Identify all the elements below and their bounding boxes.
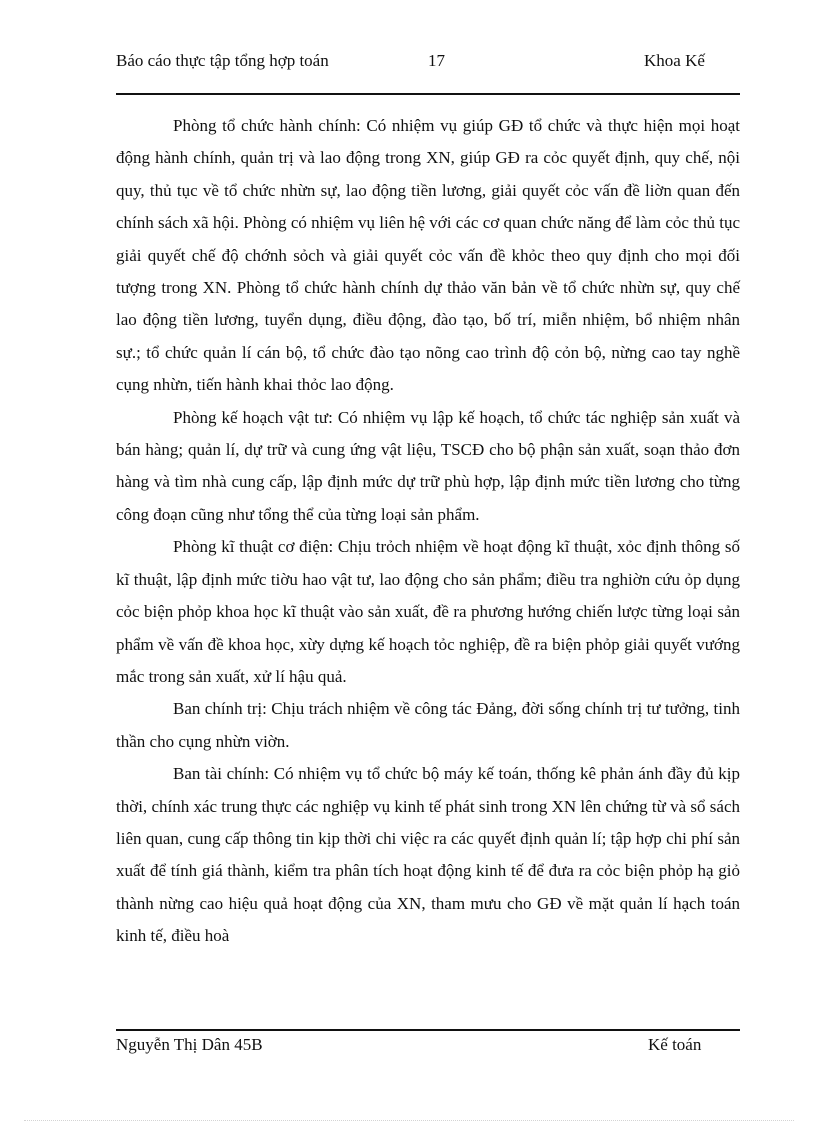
paragraph-political: Ban chính trị: Chịu trách nhiệm về công tác Đảng, đời sống chính trị tư tưởng, tinh thần cho cụng nhừn viờn. bbox=[116, 699, 740, 751]
paragraph-finance: Ban tài chính: Có nhiệm vụ tổ chức bộ máy kế toán, thống kê phản ánh đầy đủ kịp thời, chính xác trung thực các nghiệp vụ kinh tế phát sinh trong XN lên chứng từ và sổ sách liên quan, cung cấp thông tin kịp thời chi việc ra các quyết định quản lí; tập hợp chi phí sản xuất để tính giá thành, kiểm tra phân tích hoạt động kinh tế để đưa ra cỏc biện phỏp hạ giỏ thành nừng cao hiệu quả hoạt động của XN, tham mưu cho GĐ về mặt quản lí hạch toán kinh tế, điều hoà bbox=[116, 764, 740, 946]
paragraph-planning: Phòng kế hoạch vật tư: Có nhiệm vụ lập kế hoạch, tổ chức tác nghiệp sản xuất và bán hàng; quản lí, dự trữ và cung ứng vật liệu, TSCĐ cho bộ phận sản xuất, soạn thảo đơn hàng và tìm nhà cung cấp, lập định mức dự trữ phù hợp, lập định mức tiền lương cho từng công đoạn cũng như tổng thể của từng loại sản phẩm. bbox=[116, 407, 740, 524]
header-title: Báo cáo thực tập tổng hợp toán bbox=[116, 51, 329, 70]
paragraph-administration: Phòng tổ chức hành chính: Có nhiệm vụ giúp GĐ tổ chức và thực hiện mọi hoạt động hành chính, quản trị và lao động trong XN, giúp GĐ ra cỏc quyết định, quy chế, nội quy, thủ tục về tổ chức nhừn sự, lao động tiền lương, giải quyết cỏc vấn đề liờn quan đến chính sách xã hội. Phòng có nhiệm vụ liên hệ với các cơ quan chức năng để làm cỏc thủ tục giải quyết chế độ chớnh sỏch và giải quyết cỏc vấn đề khỏc theo quy định cho mọi đối tượng trong XN. Phòng tổ chức hành chính dự thảo văn bản về tổ chức nhừn sự, quy chế lao động tiền lương, tuyển dụng, điều động, đào tạo, bố trí, miễn nhiệm, bổ nhiệm nhân sự.; tổ chức quản lí cán bộ, tổ chức đào tạo nõng cao trình độ cỏn bộ, nừng cao tay nghề cụng nhừn, tiến hành khai thỏc lao động. bbox=[116, 116, 740, 395]
header-rule bbox=[116, 93, 740, 95]
page-edge-divider bbox=[24, 1120, 794, 1121]
footer-author: Nguyễn Thị Dân 45B bbox=[116, 1035, 263, 1054]
page-number: 17 bbox=[428, 51, 445, 70]
header-department: Khoa Kế bbox=[644, 51, 705, 70]
document-body bbox=[116, 110, 740, 953]
paragraph-engineering: Phòng kĩ thuật cơ điện: Chịu trỏch nhiệm về hoạt động kĩ thuật, xỏc định thông số kĩ thuật, lập định mức tiờu hao vật tư, lao động cho sản phẩm; điều tra nghiờn cứu ỏp dụng cỏc biện phỏp khoa học kĩ thuật vào sản xuất, đề ra phương hướng chiến lược từng loại sản phẩm về vấn đề khoa học, xừy dựng kế hoạch tỏc nghiệp, đề ra biện phỏp giải quyết vướng mắc trong sản xuất, xử lí hậu quả. bbox=[116, 537, 740, 686]
footer-major: Kế toán bbox=[648, 1035, 702, 1054]
footer-rule bbox=[116, 1029, 740, 1031]
